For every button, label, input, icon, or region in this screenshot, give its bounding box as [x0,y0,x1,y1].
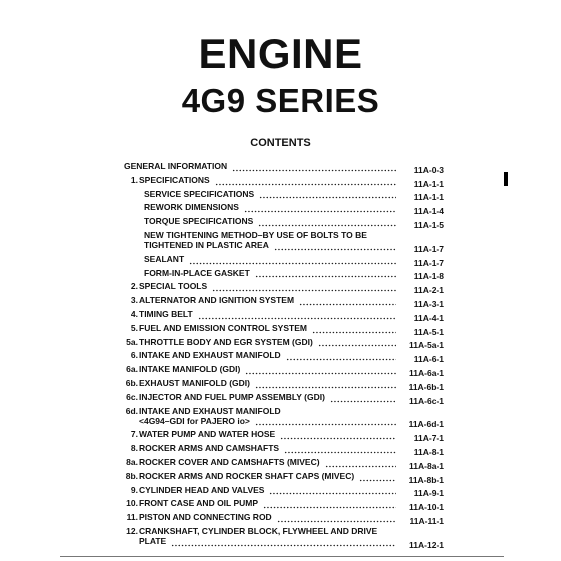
toc-entry-title: INTAKE AND EXHAUST MANIFOLD [139,350,281,361]
toc-entry-number: 10. [126,498,138,509]
dot-leader [189,262,396,265]
toc-entry-page: 11A-1-7 [413,257,444,268]
dot-leader [244,210,396,213]
dot-leader [255,386,396,389]
toc-entry[interactable] [124,309,444,323]
toc-entry[interactable] [124,337,444,351]
toc-entry-title: TIMING BELT [139,308,193,319]
toc-entry-number: 6. [130,350,138,361]
dot-leader [325,465,396,468]
toc-entry-number: 5. [130,322,138,333]
toc-entry[interactable] [124,457,444,471]
toc-entry-page: 11A-1-1 [413,178,444,189]
toc-entry-number: 11. [126,512,138,523]
dot-leader [318,344,396,347]
dot-leader [280,437,396,440]
toc-entry-page: 11A-1-5 [413,219,444,230]
toc-entry-title-line2: PLATE [139,535,167,546]
dot-leader [330,400,396,403]
toc-entry[interactable] [124,350,444,364]
toc-entry-number: 8. [130,443,138,454]
toc-entry-title: TORQUE SPECIFICATIONS [144,216,254,227]
toc-entry[interactable] [124,498,444,512]
toc-entry[interactable] [124,378,444,392]
toc-entry-page: 11A-2-1 [413,285,444,296]
toc-entry-number: 6c. [126,391,138,402]
toc-entry-page: 11A-5a-1 [409,340,444,351]
toc-entry-number: 6a. [126,364,138,375]
toc-entry-page: 11A-11-1 [409,515,444,526]
toc-entry-number: 4. [130,308,138,319]
toc-entry[interactable] [124,161,444,175]
dot-leader [359,479,396,482]
toc-entry-number: 9. [130,484,138,495]
toc-entry-number: 8a. [126,456,138,467]
toc-entry[interactable] [124,364,444,378]
dot-leader [299,303,396,306]
toc-entry-title: PISTON AND CONNECTING ROD [139,512,272,523]
dot-leader [284,451,396,454]
toc-entry-title: INTAKE AND EXHAUST MANIFOLD [139,405,281,416]
dot-leader [286,358,396,361]
contents-heading: CONTENTS [250,137,311,149]
toc-entry[interactable] [124,471,444,485]
toc-entry-title: WATER PUMP AND WATER HOSE [139,429,276,440]
toc-entry-page: 11A-8b-1 [408,474,444,485]
toc-entry-title: SPECIFICATIONS [139,174,210,185]
toc-entry-title-line2: TIGHTENED IN PLASTIC AREA [144,239,269,250]
toc-entry-number: 2. [130,281,138,292]
dot-leader [212,289,396,292]
toc-entry-page: 11A-6d-1 [408,419,444,430]
toc-entry[interactable] [124,230,444,254]
toc-entry-title: INJECTOR AND FUEL PUMP ASSEMBLY (GDI) [139,391,325,402]
toc-entry-title: CYLINDER HEAD AND VALVES [139,484,265,495]
toc-entry-number: 3. [130,295,138,306]
dot-leader [258,224,396,227]
dot-leader [259,196,396,199]
toc-entry-page: 11A-6b-1 [408,381,444,392]
toc-entry[interactable] [124,429,444,443]
dot-leader [215,183,396,186]
toc-entry-page: 11A-7-1 [413,433,444,444]
toc-entry-page: 11A-6-1 [413,354,444,365]
table-of-contents [124,161,444,550]
toc-entry-page: 11A-10-1 [409,502,444,513]
dot-leader [171,544,396,547]
toc-entry-title: REWORK DIMENSIONS [144,202,239,213]
page-edge-marker [504,172,508,186]
toc-entry[interactable] [124,295,444,309]
dot-leader [232,169,396,172]
toc-entry-title: ALTERNATOR AND IGNITION SYSTEM [139,295,295,306]
dot-leader [255,423,396,426]
toc-entry-title: FRONT CASE AND OIL PUMP [139,498,259,509]
toc-entry-page: 11A-0-3 [413,164,444,175]
toc-entry[interactable] [124,268,444,282]
toc-entry-page: 11A-1-1 [413,192,444,203]
toc-entry-title: CRANKSHAFT, CYLINDER BLOCK, FLYWHEEL AND DRIVE [139,525,378,536]
toc-entry-title: THROTTLE BODY AND EGR SYSTEM (GDI) [139,336,313,347]
toc-entry-number: 1. [130,174,138,185]
toc-entry-page: 11A-4-1 [413,312,444,323]
toc-entry-page: 11A-3-1 [413,298,444,309]
toc-entry-title: FORM-IN-PLACE GASKET [144,267,250,278]
toc-entry-page: 11A-6a-1 [409,367,444,378]
toc-entry-title: SPECIAL TOOLS [139,281,208,292]
dot-leader [277,520,396,523]
toc-entry-page: 11A-9-1 [413,488,444,499]
toc-entry[interactable] [124,202,444,216]
toc-entry-title: SERVICE SPECIFICATIONS [144,188,255,199]
toc-entry-page: 11A-1-7 [413,243,444,254]
toc-entry-number: 12. [126,525,138,536]
toc-entry[interactable] [124,281,444,295]
toc-entry-page: 11A-8-1 [413,446,444,457]
toc-entry-page: 11A-8a-1 [409,460,444,471]
page-title: ENGINE [198,30,363,77]
toc-entry[interactable] [124,512,444,526]
bottom-rule [60,556,504,557]
toc-entry-page: 11A-6c-1 [409,395,444,406]
toc-entry-title-line2: <4G94–GDI for PAJERO io> [139,415,250,426]
toc-entry-number: 8b. [125,470,138,481]
toc-entry-number: 6b. [125,377,138,388]
toc-entry[interactable] [124,406,444,430]
toc-entry-title: ROCKER ARMS AND ROCKER SHAFT CAPS (MIVEC) [139,470,355,481]
page-subtitle: 4G9 SERIES [181,82,380,119]
toc-entry-page: 11A-5-1 [413,326,444,337]
dot-leader [255,275,396,278]
toc-entry[interactable] [124,485,444,499]
toc-entry-page: 11A-12-1 [409,539,444,550]
toc-entry-page: 11A-1-4 [413,206,444,217]
toc-entry[interactable] [124,175,444,189]
toc-entry-title: ROCKER COVER AND CAMSHAFTS (MIVEC) [139,456,320,467]
toc-entry[interactable] [124,443,444,457]
toc-entry-title: NEW TIGHTENING METHOD–BY USE OF BOLTS TO BE [144,229,367,240]
dot-leader [245,372,396,375]
dot-leader [263,506,396,509]
dot-leader [198,317,396,320]
toc-entry[interactable] [124,323,444,337]
toc-entry-title: INTAKE MANIFOLD (GDI) [139,364,241,375]
dot-leader [312,331,396,334]
toc-entry[interactable] [124,189,444,203]
toc-entry-number: 6d. [125,405,138,416]
toc-entry[interactable] [124,392,444,406]
toc-entry-number: 7. [130,429,138,440]
toc-entry-title: SEALANT [144,253,185,264]
toc-entry[interactable] [124,216,444,230]
toc-entry-title: ROCKER ARMS AND CAMSHAFTS [139,443,280,454]
toc-entry[interactable] [124,526,444,550]
toc-entry-page: 11A-1-8 [413,271,444,282]
toc-entry[interactable] [124,254,444,268]
toc-entry-number: 5a. [126,336,138,347]
toc-entry-title: FUEL AND EMISSION CONTROL SYSTEM [139,322,307,333]
toc-entry-title: GENERAL INFORMATION [124,161,228,171]
toc-entry-title: EXHAUST MANIFOLD (GDI) [139,377,250,388]
dot-leader [274,248,396,251]
dot-leader [269,492,396,495]
